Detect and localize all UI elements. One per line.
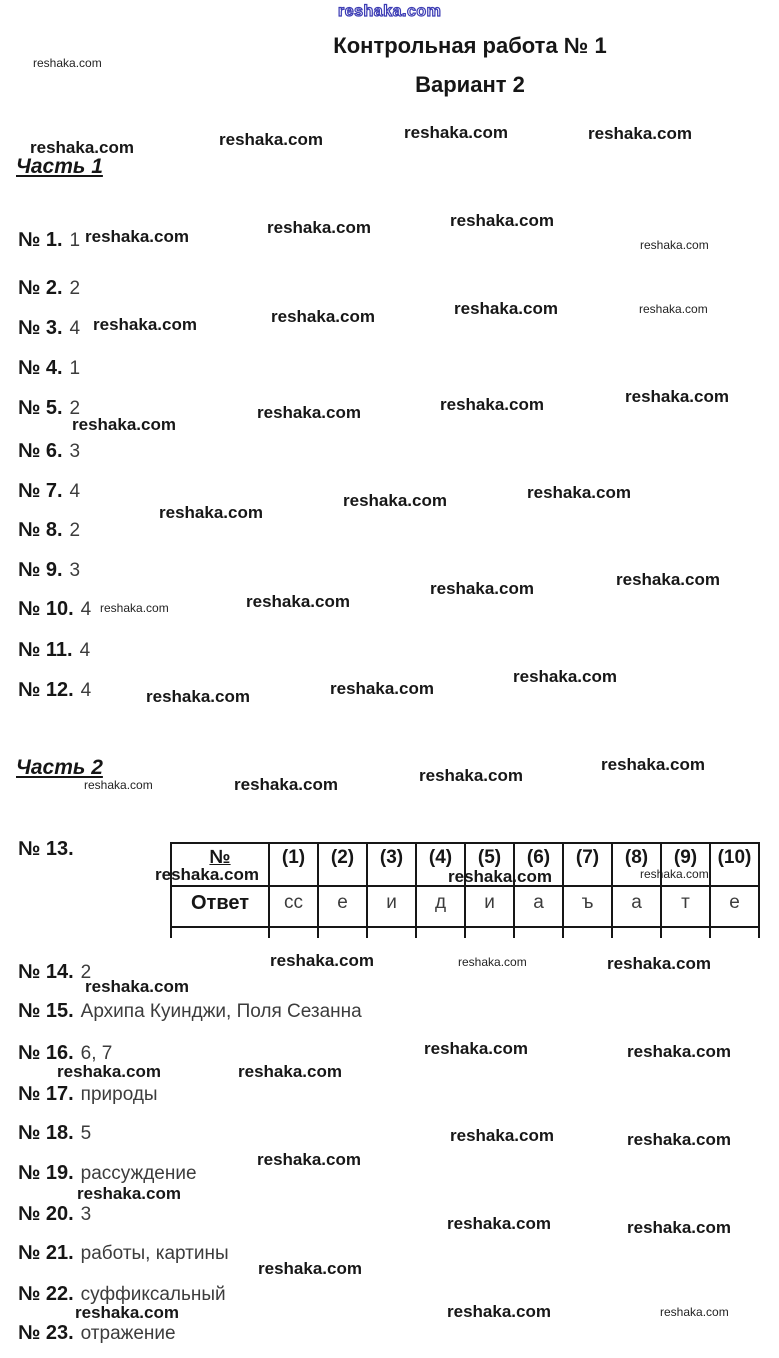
table-cell: и bbox=[367, 886, 416, 927]
watermark-text: reshaka.com bbox=[607, 954, 711, 973]
watermark-text: reshaka.com bbox=[458, 955, 527, 969]
answer-value: 4 bbox=[80, 599, 92, 620]
watermark-text: reshaka.com bbox=[85, 227, 189, 246]
answer-line-16 bbox=[18, 1042, 112, 1065]
answer-value: 3 bbox=[69, 441, 81, 462]
watermark-text: reshaka.com bbox=[258, 1259, 362, 1278]
question-number: № 12. bbox=[18, 679, 74, 701]
watermark-text: reshaka.com bbox=[159, 503, 263, 522]
watermark-text: reshaka.com bbox=[440, 395, 544, 414]
table-col-header: (9) bbox=[661, 843, 710, 886]
question-number: № 17. bbox=[18, 1083, 74, 1105]
question-number: № 6. bbox=[18, 440, 63, 462]
table-cell: д bbox=[416, 886, 465, 927]
answer-line-14 bbox=[18, 961, 91, 984]
watermark-text: reshaka.com bbox=[257, 403, 361, 422]
watermark-text: reshaka.com bbox=[257, 1150, 361, 1169]
watermark-text: reshaka.com bbox=[267, 218, 371, 237]
table-col-header: (1) bbox=[269, 843, 318, 886]
watermark-text: reshaka.com bbox=[639, 302, 708, 316]
watermark-text: reshaka.com bbox=[330, 679, 434, 698]
question-number: № 20. bbox=[18, 1203, 74, 1225]
question-number: № 23. bbox=[18, 1322, 74, 1344]
watermark-text: reshaka.com bbox=[33, 56, 102, 70]
table-col-header: (8) bbox=[612, 843, 661, 886]
answer-line-23 bbox=[18, 1322, 176, 1345]
table-col-header: (6) bbox=[514, 843, 563, 886]
watermark-text: reshaka.com bbox=[450, 211, 554, 230]
question-number: № 21. bbox=[18, 1242, 74, 1264]
question-number: № 3. bbox=[18, 317, 63, 339]
answer-line-12 bbox=[18, 679, 91, 702]
question-number: № 1. bbox=[18, 229, 63, 251]
watermark-text: reshaka.com bbox=[627, 1130, 731, 1149]
watermark-text: reshaka.com bbox=[447, 1302, 551, 1321]
question-number: № 16. bbox=[18, 1042, 74, 1064]
answer-line-17 bbox=[18, 1083, 158, 1106]
watermark-text: reshaka.com bbox=[640, 867, 709, 881]
table-row-label: Ответ bbox=[171, 886, 269, 927]
question-number: № 22. bbox=[18, 1283, 74, 1305]
table-cell: ъ bbox=[563, 886, 612, 927]
watermark-text: reshaka.com bbox=[100, 601, 169, 615]
watermark-text: reshaka.com bbox=[627, 1042, 731, 1061]
question-number: № 18. bbox=[18, 1122, 74, 1144]
watermark-text: reshaka.com bbox=[616, 570, 720, 589]
answer-line-7 bbox=[18, 480, 80, 503]
watermark-text: reshaka.com bbox=[93, 315, 197, 334]
answer-value: работы, картины bbox=[80, 1243, 229, 1264]
answer-value: отражение bbox=[80, 1323, 176, 1344]
watermark-text: reshaka.com bbox=[448, 867, 552, 886]
answer-value: суффиксальный bbox=[80, 1284, 226, 1305]
answer-line-4 bbox=[18, 357, 80, 380]
watermark-text: reshaka.com bbox=[601, 755, 705, 774]
answer-value: 1 bbox=[69, 230, 81, 251]
answer-value: 2 bbox=[69, 398, 81, 419]
table-answer-row bbox=[171, 886, 759, 927]
watermark-text: reshaka.com bbox=[84, 778, 153, 792]
answer-value: 5 bbox=[80, 1123, 92, 1144]
answer-line-8 bbox=[18, 519, 80, 542]
table-col-header: (4) bbox=[416, 843, 465, 886]
watermark-text: reshaka.com bbox=[75, 1303, 179, 1322]
table-corner-header: № bbox=[171, 843, 269, 886]
answer-line-1 bbox=[18, 229, 80, 252]
watermark-text: reshaka.com bbox=[527, 483, 631, 502]
answer-value: рассуждение bbox=[80, 1163, 197, 1184]
answer-line-6 bbox=[18, 440, 80, 463]
answer-value: 4 bbox=[69, 481, 81, 502]
answer-line-11 bbox=[18, 639, 90, 662]
watermark-text: reshaka.com bbox=[450, 1126, 554, 1145]
table-cell: е bbox=[710, 886, 759, 927]
watermark-text: reshaka.com bbox=[246, 592, 350, 611]
watermark-text: reshaka.com bbox=[234, 775, 338, 794]
answer-line-5 bbox=[18, 397, 80, 420]
watermark-text: reshaka.com bbox=[513, 667, 617, 686]
watermark-text: reshaka.com bbox=[57, 1062, 161, 1081]
question-number: № 2. bbox=[18, 277, 63, 299]
watermark-text: reshaka.com bbox=[404, 123, 508, 142]
watermark-text: reshaka.com bbox=[72, 415, 176, 434]
part2-heading: Часть 2 bbox=[16, 756, 103, 779]
question-number: № 14. bbox=[18, 961, 74, 983]
answer-value: 4 bbox=[80, 680, 92, 701]
question-number: № 19. bbox=[18, 1162, 74, 1184]
answer-line-15 bbox=[18, 1000, 362, 1023]
question-number: № 10. bbox=[18, 598, 74, 620]
watermark-text: reshaka.com bbox=[419, 766, 523, 785]
table-cell: и bbox=[465, 886, 514, 927]
question-number: № 4. bbox=[18, 357, 63, 379]
watermark-text: reshaka.com bbox=[430, 579, 534, 598]
watermark-text: reshaka.com bbox=[85, 977, 189, 996]
answer-line-19 bbox=[18, 1162, 197, 1185]
answer-value: 6, 7 bbox=[80, 1043, 113, 1064]
answer-value: 1 bbox=[69, 358, 81, 379]
part1-heading: Часть 1 bbox=[16, 155, 103, 178]
question-number: № 8. bbox=[18, 519, 63, 541]
table-col-header: (3) bbox=[367, 843, 416, 886]
answer-value: 2 bbox=[80, 962, 92, 983]
table-col-header: (2) bbox=[318, 843, 367, 886]
table-cell: сс bbox=[269, 886, 318, 927]
variant-subtitle: Вариант 2 bbox=[415, 72, 525, 97]
answer-line-21 bbox=[18, 1242, 229, 1265]
watermark-text: reshaka.com bbox=[271, 307, 375, 326]
watermark-text: reshaka.com bbox=[454, 299, 558, 318]
watermark-text: reshaka.com bbox=[424, 1039, 528, 1058]
watermark-text: reshaka.com bbox=[625, 387, 729, 406]
answer-value: Архипа Куинджи, Поля Сезанна bbox=[80, 1001, 362, 1022]
question-number: № 13. bbox=[18, 838, 74, 860]
watermark-text: reshaka.com bbox=[238, 1062, 342, 1081]
answer-line-13 bbox=[18, 838, 81, 861]
question-number: № 9. bbox=[18, 559, 63, 581]
answer-line-10 bbox=[18, 598, 91, 621]
table-cell: а bbox=[612, 886, 661, 927]
answer-value: 3 bbox=[69, 560, 81, 581]
watermark-text: reshaka.com bbox=[30, 138, 134, 157]
q13-answer-table bbox=[170, 842, 760, 938]
answer-value: 2 bbox=[69, 520, 81, 541]
question-number: № 5. bbox=[18, 397, 63, 419]
answer-value: 4 bbox=[69, 318, 81, 339]
table-header-row bbox=[171, 843, 759, 886]
watermark-text: reshaka.com bbox=[588, 124, 692, 143]
answer-value: 2 bbox=[69, 278, 81, 299]
answer-line-22 bbox=[18, 1283, 226, 1306]
watermark-text: reshaka.com bbox=[270, 951, 374, 970]
watermark-text: reshaka.com bbox=[338, 3, 442, 20]
answer-line-3 bbox=[18, 317, 80, 340]
watermark-text: reshaka.com bbox=[146, 687, 250, 706]
answer-line-18 bbox=[18, 1122, 91, 1145]
table-cell: а bbox=[514, 886, 563, 927]
watermark-text: reshaka.com bbox=[77, 1184, 181, 1203]
table-col-header: (10) bbox=[710, 843, 759, 886]
question-number: № 7. bbox=[18, 480, 63, 502]
page-title: Контрольная работа № 1 bbox=[333, 33, 607, 58]
answer-value: 3 bbox=[80, 1204, 92, 1225]
answer-value: природы bbox=[80, 1084, 158, 1105]
question-number: № 15. bbox=[18, 1000, 74, 1022]
table-col-header: (5) bbox=[465, 843, 514, 886]
watermark-text: reshaka.com bbox=[627, 1218, 731, 1237]
answer-line-20 bbox=[18, 1203, 91, 1226]
table-col-header: (7) bbox=[563, 843, 612, 886]
watermark-text: reshaka.com bbox=[219, 130, 323, 149]
table-cell: т bbox=[661, 886, 710, 927]
answer-line-2 bbox=[18, 277, 80, 300]
answer-line-9 bbox=[18, 559, 80, 582]
watermark-text: reshaka.com bbox=[155, 865, 259, 884]
watermark-text: reshaka.com bbox=[447, 1214, 551, 1233]
answer-value: 4 bbox=[79, 640, 91, 661]
table-cell: е bbox=[318, 886, 367, 927]
table-empty-row bbox=[171, 927, 759, 938]
watermark-text: reshaka.com bbox=[660, 1305, 729, 1319]
question-number: № 11. bbox=[18, 639, 73, 661]
watermark-text: reshaka.com bbox=[640, 238, 709, 252]
watermark-text: reshaka.com bbox=[343, 491, 447, 510]
